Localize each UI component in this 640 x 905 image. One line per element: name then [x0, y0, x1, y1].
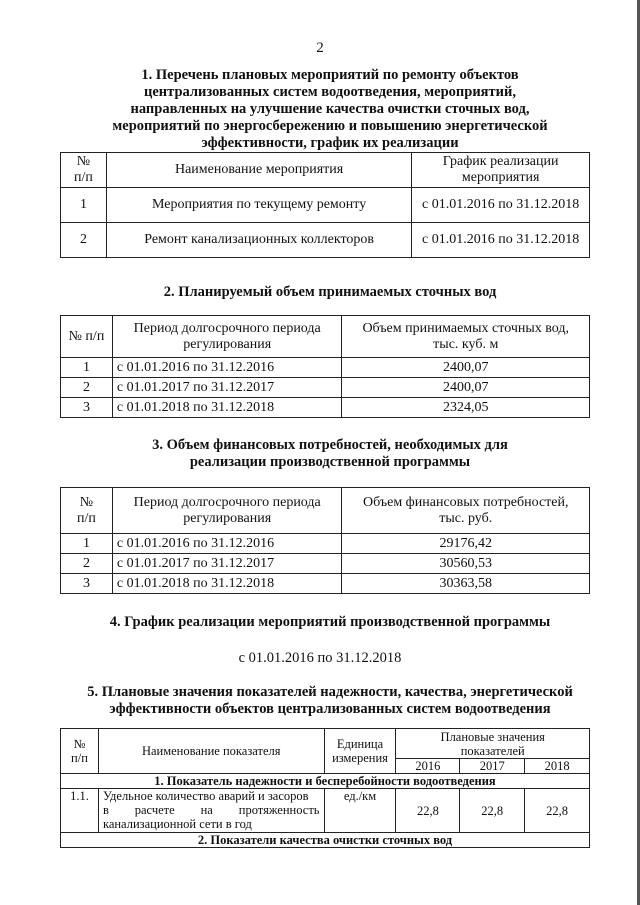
- header-period-line: регулирования: [183, 510, 272, 526]
- cell-value: 30363,58: [342, 574, 590, 594]
- cell-num: 1: [61, 188, 107, 223]
- section5-title-line: 5. Плановые значения показателей надежности, качества, энергетической: [87, 684, 573, 700]
- cell-value: 22,8: [396, 789, 460, 833]
- header-num-line: №: [79, 494, 94, 510]
- cell-schedule: с 01.01.2016 по 31.12.2018: [412, 188, 590, 223]
- header-unit-line: измерения: [332, 751, 388, 765]
- section1-title-line: эффективности, график их реализации: [201, 135, 459, 151]
- cell-unit: ед./км: [324, 789, 396, 833]
- section5-table: [60, 728, 590, 848]
- header-volume: [342, 316, 590, 358]
- cell-period: с 01.01.2017 по 31.12.2017: [112, 554, 342, 574]
- section5-title: [40, 684, 620, 718]
- header-period-line: регулирования: [183, 336, 272, 352]
- header-num: № п/п: [61, 316, 113, 358]
- header-num-line: п/п: [71, 751, 88, 765]
- header-schedule: [412, 153, 590, 188]
- section4-title: 4. График реализации мероприятий производственной программы: [109, 614, 551, 630]
- header-num-line: №: [76, 154, 91, 169]
- header-finance-line: Объем финансовых потребностей,: [362, 494, 569, 510]
- cell-period: с 01.01.2016 по 31.12.2016: [112, 358, 342, 378]
- section3-title: [60, 437, 600, 471]
- header-num-line: п/п: [77, 510, 96, 526]
- cell-value: 22,8: [460, 789, 525, 833]
- header-planned-line: показателей: [460, 743, 525, 758]
- header-num: [61, 153, 107, 188]
- header-year: 2016: [396, 759, 460, 774]
- cell-num: 3: [61, 398, 113, 418]
- cell-period: с 01.01.2016 по 31.12.2016: [112, 534, 342, 554]
- cell-name-word: протяженность: [238, 803, 320, 817]
- table-row: [61, 574, 590, 594]
- table-row: [61, 223, 590, 258]
- header-year: 2017: [460, 759, 525, 774]
- section2-table: [60, 315, 590, 418]
- cell-value: 2324,05: [342, 398, 590, 418]
- section1-title-line: 1. Перечень плановых мероприятий по ремонту объектов: [141, 67, 519, 83]
- cell-value: 29176,42: [342, 534, 590, 554]
- section1-title: [60, 67, 600, 152]
- cell-value: 22,8: [525, 789, 590, 833]
- header-unit-line: Единица: [336, 737, 384, 751]
- cell-num: 1: [61, 534, 113, 554]
- cell-name: Мероприятия по текущему ремонту: [106, 188, 411, 223]
- table-row: [61, 789, 590, 833]
- header-num-line: п/п: [74, 170, 93, 185]
- header-name: Наименование показателя: [98, 729, 324, 774]
- cell-value: 2400,07: [342, 378, 590, 398]
- group-title: 2. Показатели качества очистки сточных вод: [61, 833, 590, 848]
- header-period: [112, 488, 342, 534]
- cell-value: 30560,53: [342, 554, 590, 574]
- header-period-line: Период долгосрочного периода: [133, 320, 321, 336]
- table-row: [61, 398, 590, 418]
- table-header-row: [61, 153, 590, 188]
- table-header-row: [61, 316, 590, 358]
- cell-num: 1: [61, 358, 113, 378]
- table-header-row: [61, 729, 590, 759]
- header-name: Наименование мероприятия: [106, 153, 411, 188]
- cell-name-line: [103, 803, 320, 817]
- cell-value: 2400,07: [342, 358, 590, 378]
- section1-title-line: направленных на улучшение качества очистки сточных вод,: [130, 101, 530, 117]
- cell-num: 2: [61, 554, 113, 574]
- header-unit: [324, 729, 396, 774]
- header-finance: [342, 488, 590, 534]
- header-volume-line: тыс. куб. м: [433, 336, 499, 352]
- cell-period: с 01.01.2018 по 31.12.2018: [112, 574, 342, 594]
- cell-name-line: Удельное количество аварий и засоров: [102, 789, 309, 803]
- section4-period: с 01.01.2016 по 31.12.2018: [238, 650, 402, 666]
- group-title: 1. Показатель надежности и бесперебойности водоотведения: [61, 774, 590, 789]
- cell-num: 2: [61, 378, 113, 398]
- header-schedule-line: мероприятия: [461, 170, 540, 185]
- page-number: 2: [316, 40, 324, 56]
- table-group-row: [61, 833, 590, 848]
- section1-table: [60, 152, 590, 258]
- section2-title: 2. Планируемый объем принимаемых сточных вод: [163, 284, 497, 300]
- cell-name-line: канализационной сети в год: [102, 817, 252, 831]
- header-period-line: Период долгосрочного периода: [133, 494, 321, 510]
- table-row: [61, 534, 590, 554]
- section5-title-line: эффективности объектов централизованных систем водоотведения: [109, 701, 551, 717]
- cell-num: 3: [61, 574, 113, 594]
- table-group-row: [61, 774, 590, 789]
- header-planned: [396, 729, 590, 759]
- cell-num: 1.1.: [61, 789, 99, 833]
- cell-period: с 01.01.2018 по 31.12.2018: [112, 398, 342, 418]
- cell-schedule: с 01.01.2016 по 31.12.2018: [412, 223, 590, 258]
- section3-title-line: реализации производственной программы: [189, 454, 471, 470]
- cell-period: с 01.01.2017 по 31.12.2017: [112, 378, 342, 398]
- header-schedule-line: График реализации: [442, 154, 559, 169]
- table-row: [61, 358, 590, 378]
- section1-title-line: мероприятий по энергосбережению и повышению энергетической: [112, 118, 548, 134]
- cell-name-word: расчете: [134, 803, 175, 817]
- section3-title-line: 3. Объем финансовых потребностей, необходимых для: [152, 437, 508, 453]
- cell-name: Ремонт канализационных коллекторов: [106, 223, 411, 258]
- header-period: [112, 316, 342, 358]
- cell-name: [98, 789, 324, 833]
- cell-name-word: на: [200, 803, 213, 817]
- header-finance-line: тыс. руб.: [439, 510, 493, 526]
- cell-name-word: в: [102, 803, 109, 817]
- table-row: [61, 554, 590, 574]
- cell-num: 2: [61, 223, 107, 258]
- header-volume-line: Объем принимаемых сточных вод,: [362, 320, 570, 336]
- table-header-row: [61, 488, 590, 534]
- header-planned-line: Плановые значения: [440, 729, 545, 744]
- header-num-line: №: [73, 737, 86, 751]
- header-num: [61, 488, 113, 534]
- header-year: 2018: [525, 759, 590, 774]
- table-row: [61, 378, 590, 398]
- section3-table: [60, 487, 590, 594]
- section1-title-line: централизованных систем водоотведения, мероприятий,: [144, 84, 516, 100]
- header-num: [61, 729, 99, 774]
- table-row: [61, 188, 590, 223]
